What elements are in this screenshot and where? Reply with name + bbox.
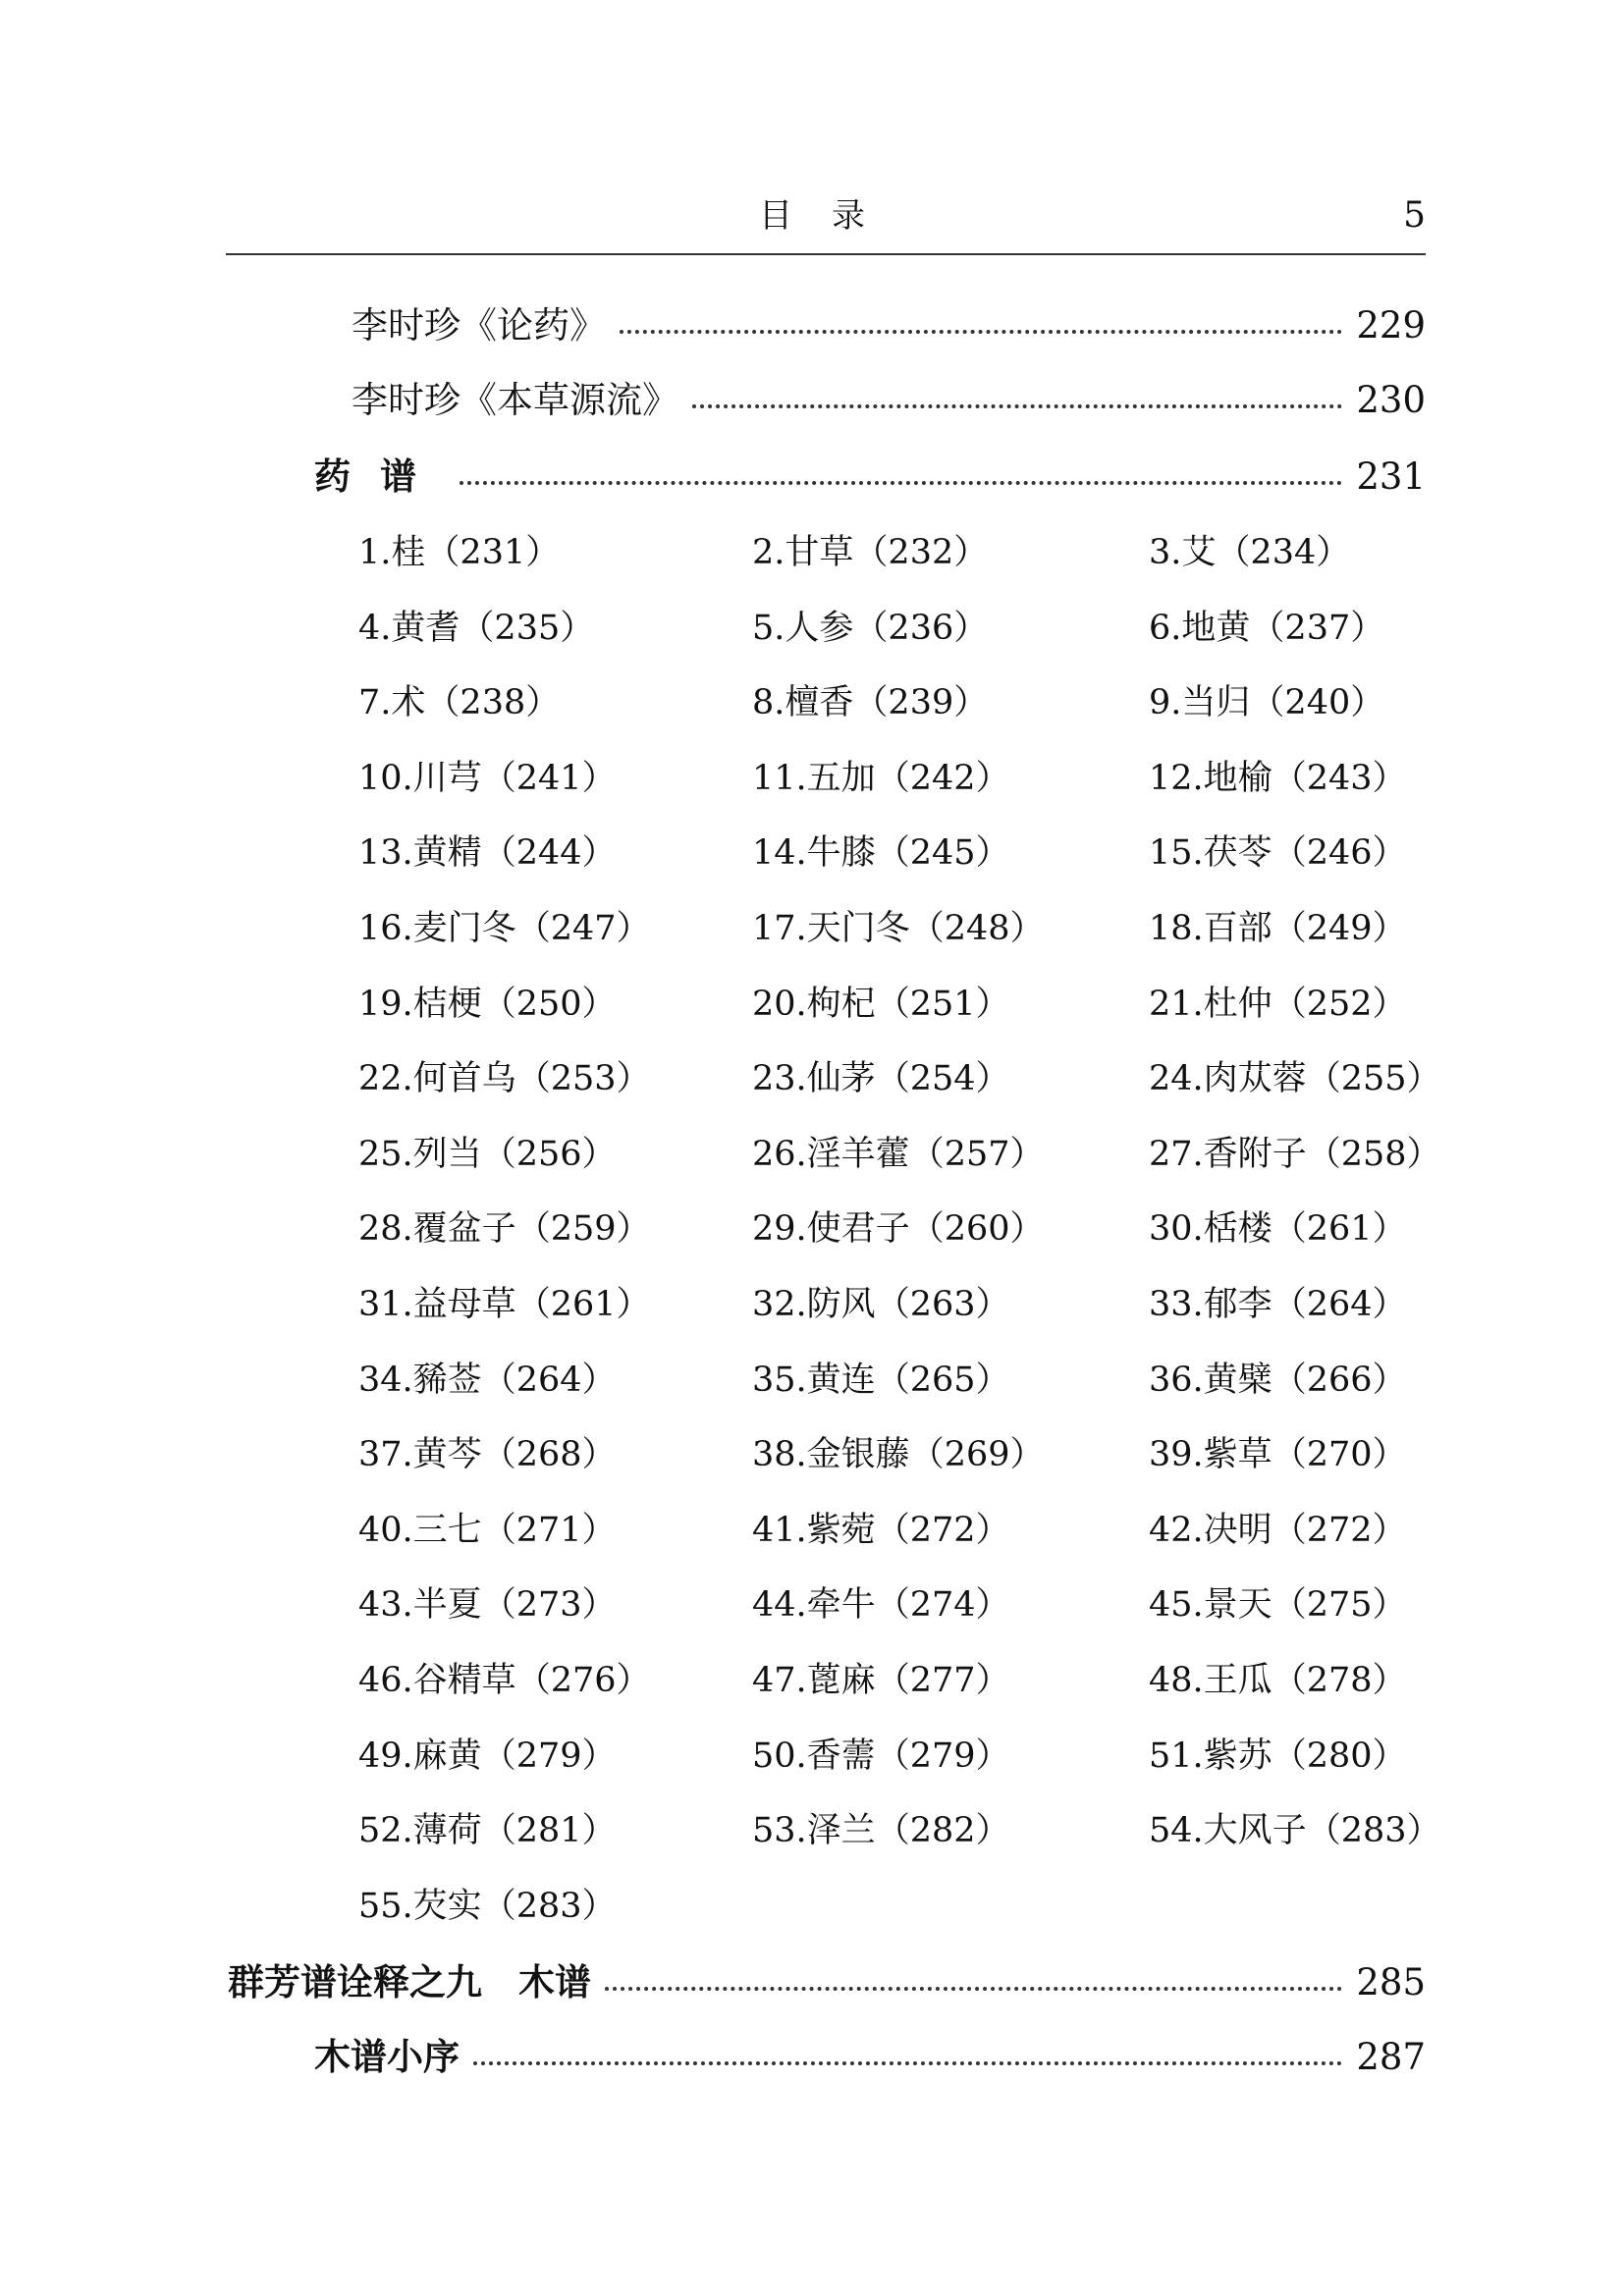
entry-name: 决明 [1203,1511,1272,1550]
entry-number: 51. [1149,1736,1204,1776]
entry-name: 麻黄 [412,1736,482,1776]
entry-page: （252） [1272,985,1407,1024]
toc-line-lun-yao[interactable] [352,298,1426,353]
entry-page: （260） [909,1209,1045,1249]
entry-number: 15. [1149,833,1204,873]
entry-page: （251） [875,985,1010,1024]
entry-number: 24. [1149,1059,1204,1098]
herb-entry[interactable] [358,1428,617,1481]
herb-entry[interactable] [752,827,1010,880]
entry-page: （239） [853,683,989,722]
entry-page: （261） [1272,1209,1407,1249]
entry-page: （236） [853,609,989,648]
sub-section-label: 木谱小序 [314,2036,460,2078]
header-title-char-2: 录 [832,196,865,236]
entry-page: （256） [481,1135,617,1174]
entry-number: 20. [752,985,807,1024]
entry-name: 黄连 [806,1361,876,1400]
herb-entry[interactable] [752,1202,1045,1255]
entry-number: 14. [752,833,807,873]
entry-number: 33. [1149,1285,1204,1324]
herb-entry[interactable] [752,1804,1010,1857]
herb-entry[interactable] [752,1278,1010,1331]
herb-entry[interactable] [1149,1354,1407,1407]
entry-name: 麦门冬 [412,909,516,948]
herb-entry[interactable] [358,1804,617,1857]
entry-name: 黄芩 [412,1435,482,1474]
entry-name: 术 [391,683,426,722]
entry-name: 地黄 [1181,609,1251,648]
entry-number: 41. [752,1511,807,1550]
entry-number: 2. [752,533,785,572]
entry-page: （235） [460,609,595,648]
entry-number: 28. [358,1209,413,1249]
entry-name: 益母草 [412,1285,516,1324]
entry-page: （242） [875,759,1010,798]
entry-number: 34. [358,1361,413,1400]
entry-page: （269） [909,1435,1045,1474]
entry-number: 45. [1149,1585,1204,1625]
entry-name: 牛膝 [806,833,876,873]
herb-entry[interactable] [1149,1578,1407,1631]
entry-number: 48. [1149,1661,1204,1700]
entry-name: 黄精 [412,833,482,873]
entry-name: 覆盆子 [412,1209,516,1249]
section-page: 285 [1356,1961,1426,2003]
entry-name: 地榆 [1203,759,1272,798]
entry-name: 香薷 [806,1736,876,1776]
entry-number: 7. [358,683,392,722]
entry-page: （250） [481,985,617,1024]
entry-name: 紫苏 [1203,1736,1272,1776]
herb-entry[interactable] [358,1880,617,1933]
herb-entry[interactable] [1149,526,1350,579]
entry-page: （263） [875,1285,1010,1324]
herb-entry[interactable] [1149,676,1384,729]
herb-entry[interactable] [358,602,594,655]
entry-name: 防风 [806,1285,876,1324]
herb-entry[interactable] [752,676,988,729]
entry-page: （246） [1272,833,1407,873]
herb-entry[interactable] [752,602,988,655]
entry-name: 芡实 [412,1887,482,1926]
entry-number: 17. [752,909,807,948]
entry-number: 53. [752,1811,807,1850]
entry-number: 19. [358,985,413,1024]
entry-name: 栝楼 [1203,1209,1272,1249]
entry-page: （283） [1306,1811,1441,1850]
entry-number: 31. [358,1285,413,1324]
herb-entry[interactable] [752,1578,1010,1631]
entry-name: 茯苓 [1203,833,1272,873]
entry-name: 黄檗 [1203,1361,1272,1400]
entry-name: 五加 [806,759,876,798]
entry-page: （244） [481,833,617,873]
entry-page: （241） [481,759,617,798]
toc-line-bencao-yuanliu[interactable] [352,373,1426,428]
entry-name: 紫菀 [806,1511,876,1550]
toc-page: 231 [1356,455,1426,498]
entry-name: 金银藤 [806,1435,910,1474]
entry-number: 43. [358,1585,413,1625]
entry-page: （277） [875,1661,1010,1700]
entry-name: 天门冬 [806,909,910,948]
entry-name: 泽兰 [806,1811,876,1850]
entry-number: 22. [358,1059,413,1098]
section-label: 群芳谱诠释之九 木谱 [228,1961,591,2003]
entry-page: （273） [481,1585,617,1625]
entry-page: （279） [875,1736,1010,1776]
herb-entry[interactable] [1149,1654,1407,1707]
entry-page: （237） [1250,609,1385,648]
entry-name: 香附子 [1203,1135,1307,1174]
leader-dots [460,481,1342,485]
toc-label: 李时珍《本草源流》 [352,379,678,421]
toc-label: 李时珍《论药》 [352,304,606,347]
entry-page: （258） [1306,1135,1441,1174]
herb-entry[interactable] [1149,752,1407,805]
entry-name: 郁李 [1203,1285,1272,1324]
entry-name: 艾 [1181,533,1217,572]
herb-entry[interactable] [1149,1730,1407,1783]
toc-page: 230 [1356,379,1426,421]
entry-name: 人参 [785,609,854,648]
entry-page: （240） [1250,683,1385,722]
entry-name: 谷精草 [412,1661,516,1700]
entry-name: 三七 [412,1511,482,1550]
entry-page: （282） [875,1811,1010,1850]
entry-name: 仙茅 [806,1059,876,1098]
herb-entry[interactable] [358,1578,617,1631]
herb-entry[interactable] [752,978,1010,1031]
herb-entry[interactable] [1149,602,1384,655]
herb-entry[interactable] [358,978,617,1031]
herb-entry[interactable] [752,1654,1010,1707]
herb-entry[interactable] [752,1128,1045,1181]
entry-number: 36. [1149,1361,1204,1400]
entry-page: （259） [515,1209,651,1249]
herb-entry[interactable] [752,752,1010,805]
herb-entry[interactable] [1149,1504,1407,1557]
herb-entry[interactable] [1149,978,1407,1031]
entry-name: 桔梗 [412,985,482,1024]
herb-entry[interactable] [1149,1128,1441,1181]
entry-page: （264） [481,1361,617,1400]
herb-entry[interactable] [752,1504,1010,1557]
entry-number: 44. [752,1585,807,1625]
entry-number: 4. [358,609,392,648]
entry-page: （281） [481,1811,617,1850]
entry-number: 3. [1149,533,1182,572]
entry-page: （249） [1272,909,1407,948]
entry-number: 9. [1149,683,1182,722]
entry-number: 54. [1149,1811,1204,1850]
leader-dots [692,404,1342,408]
entry-number: 18. [1149,909,1204,948]
entry-name: 豨莶 [412,1361,482,1400]
entry-number: 13. [358,833,413,873]
herb-entry[interactable] [358,752,617,805]
herb-entry[interactable] [752,1354,1010,1407]
herb-entry[interactable] [358,902,651,955]
toc-line-yao-pu[interactable] [314,450,1426,505]
entry-page: （238） [425,683,561,722]
entry-name: 枸杞 [806,985,876,1024]
entry-page: （272） [875,1511,1010,1550]
entry-page: （270） [1272,1435,1407,1474]
entry-number: 35. [752,1361,807,1400]
entry-number: 55. [358,1887,413,1926]
entry-page: （245） [875,833,1010,873]
entry-name: 檀香 [785,683,854,722]
herb-entry[interactable] [1149,902,1407,955]
header-title-char-1: 目 [759,196,792,236]
entry-number: 32. [752,1285,807,1324]
herb-entry[interactable] [358,827,617,880]
entry-page: （254） [875,1059,1010,1098]
entry-name: 大风子 [1203,1811,1307,1850]
herb-entry[interactable] [358,1128,617,1181]
entry-page: （243） [1272,759,1407,798]
entry-number: 6. [1149,609,1182,648]
herb-entry[interactable] [752,526,988,579]
entry-page: （283） [481,1887,617,1926]
page-number: 5 [1403,195,1426,236]
entry-name: 百部 [1203,909,1272,948]
herb-entry[interactable] [1149,1278,1407,1331]
entry-page: （280） [1272,1736,1407,1776]
entry-page: （279） [481,1736,617,1776]
entry-name: 黄耆 [391,609,460,648]
entry-number: 27. [1149,1135,1204,1174]
entry-page: （255） [1306,1059,1441,1098]
entry-name: 薄荷 [412,1811,482,1850]
herb-entry[interactable] [752,1730,1010,1783]
entry-page: （271） [481,1511,617,1550]
entry-number: 42. [1149,1511,1204,1550]
entry-number: 26. [752,1135,807,1174]
herb-entry[interactable] [358,676,560,729]
entry-number: 5. [752,609,785,648]
toc-line-section-mu-pu[interactable] [228,1955,1426,2010]
entry-number: 29. [752,1209,807,1249]
entry-number: 16. [358,909,413,948]
entry-name: 列当 [412,1135,482,1174]
entry-number: 25. [358,1135,413,1174]
entry-number: 38. [752,1435,807,1474]
herb-entry[interactable] [358,1730,617,1783]
toc-label: 药谱 [314,455,446,498]
entry-number: 39. [1149,1435,1204,1474]
entry-name: 川芎 [412,759,482,798]
entry-page: （278） [1272,1661,1407,1700]
entry-number: 10. [358,759,413,798]
entry-page: （274） [875,1585,1010,1625]
entry-number: 12. [1149,759,1204,798]
entry-name: 肉苁蓉 [1203,1059,1307,1098]
leader-dots [620,330,1342,334]
entry-number: 47. [752,1661,807,1700]
herb-entry[interactable] [358,1052,651,1105]
entry-page: （268） [481,1435,617,1474]
entry-page: （231） [425,533,561,572]
entry-name: 桂 [391,533,426,572]
entry-page: （232） [853,533,989,572]
herb-entry[interactable] [752,1428,1045,1481]
herb-entry[interactable] [358,1504,617,1557]
herb-entry[interactable] [752,902,1045,955]
entry-name: 甘草 [785,533,854,572]
entry-page: （253） [515,1059,651,1098]
herb-entry[interactable] [1149,1052,1441,1105]
entry-page: （234） [1216,533,1351,572]
entry-number: 21. [1149,985,1204,1024]
herb-entry[interactable] [1149,1804,1441,1857]
entry-page: （257） [909,1135,1045,1174]
leader-dots [473,2061,1342,2065]
entry-name: 使君子 [806,1209,910,1249]
entry-page: （272） [1272,1511,1407,1550]
sub-section-page: 287 [1356,2036,1426,2078]
herb-entry[interactable] [1149,1428,1407,1481]
entry-number: 8. [752,683,785,722]
herb-entry[interactable] [358,1278,651,1331]
entry-number: 11. [752,759,807,798]
herb-entry[interactable] [1149,827,1407,880]
entry-name: 半夏 [412,1585,482,1625]
header-rule [226,253,1426,255]
entry-page: （276） [515,1661,651,1700]
entry-name: 景天 [1203,1585,1272,1625]
entry-number: 37. [358,1435,413,1474]
entry-number: 46. [358,1661,413,1700]
toc-page: 229 [1356,304,1426,347]
herb-entry[interactable] [358,526,560,579]
entry-page: （248） [909,909,1045,948]
herb-entry[interactable] [1149,1202,1407,1255]
herb-entry[interactable] [358,1354,617,1407]
entry-number: 23. [752,1059,807,1098]
entry-name: 何首乌 [412,1059,516,1098]
entry-number: 40. [358,1511,413,1550]
entry-name: 当归 [1181,683,1251,722]
toc-line-mu-pu-xiao-xu[interactable] [314,2030,1426,2085]
entry-number: 50. [752,1736,807,1776]
entry-name: 牵牛 [806,1585,876,1625]
entry-name: 杜仲 [1203,985,1272,1024]
entry-number: 30. [1149,1209,1204,1249]
entry-name: 王瓜 [1203,1661,1272,1700]
entry-name: 蓖麻 [806,1661,876,1700]
leader-dots [605,1987,1342,1991]
entry-page: （261） [515,1285,651,1324]
herb-entry[interactable] [358,1654,651,1707]
entry-name: 淫羊藿 [806,1135,910,1174]
herb-entry[interactable] [752,1052,1010,1105]
entry-number: 49. [358,1736,413,1776]
entry-number: 1. [358,533,392,572]
entry-page: （265） [875,1361,1010,1400]
entry-name: 紫草 [1203,1435,1272,1474]
entry-page: （266） [1272,1361,1407,1400]
entry-page: （247） [515,909,651,948]
entry-page: （264） [1272,1285,1407,1324]
entry-number: 52. [358,1811,413,1850]
entry-page: （275） [1272,1585,1407,1625]
herb-entry[interactable] [358,1202,651,1255]
